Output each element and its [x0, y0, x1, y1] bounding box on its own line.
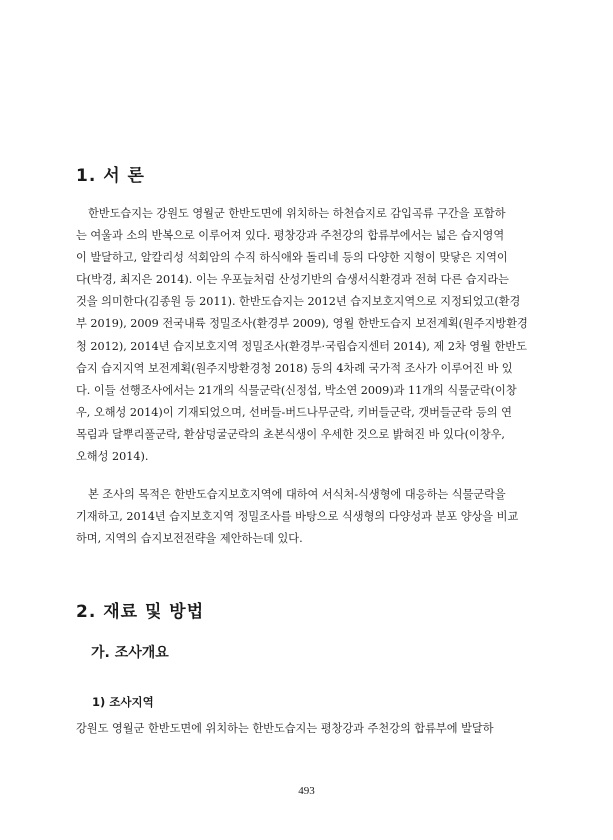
- page-number: 493: [298, 785, 315, 797]
- introduction-paragraph-1: [76, 203, 537, 468]
- text-line: 다. 이들 선행조사에서는 21개의 식물군락(신정섭, 박소연 2009)과 11개의 식물군락(이창: [76, 383, 517, 397]
- text-line: 강원도 영월군 한반도면에 위치하는 한반도습지는 평창강과 주천강의 합류부에 발달하: [76, 722, 494, 735]
- text-line: 기재하고, 2014년 습지보호지역 정밀조사를 바탕으로 식생형의 다양성과 분포 양상을 비교: [76, 510, 519, 524]
- text-line: 목림과 달뿌리풀군락, 환삼덩굴군락의 초본식생이 우세한 것으로 밝혀진 바 있다(이창우,: [76, 427, 505, 441]
- section-title-materials-methods: 2. 재료 및 방법: [76, 602, 205, 622]
- text-line: 청 2012), 2014년 습지보호지역 정밀조사(환경부·국립습지센터 2014), 제 2차 영월 한반도: [76, 339, 527, 353]
- text-line: 다(박경, 최지은 2014). 이는 우포늪처럼 산성기반의 습생서식환경과 전혀 다른 습지라는: [76, 273, 509, 287]
- subsubsection-title-study-area: 1) 조사지역: [92, 695, 154, 709]
- text-line: 이 발달하고, 알칼리성 석회암의 수직 하식애와 돌리네 등의 다양한 지형이 맞닿은 지역이: [76, 251, 508, 265]
- text-line: 우, 오해성 2014)이 기재되었으며, 선버들-버드나무군락, 키버들군락, 갯버들군락 등의 연: [76, 405, 512, 419]
- section-title-introduction: 1. 서 론: [76, 166, 145, 186]
- text-line: 부 2019), 2009 전국내륙 정밀조사(환경부 2009), 영월 한반도습지 보전계획(원주지방환경: [76, 317, 528, 331]
- text-line: 본 조사의 목적은 한반도습지보호지역에 대하여 서식처-식생형에 대응하는 식물군락을: [88, 488, 506, 501]
- text-line: 한반도습지는 강원도 영월군 한반도면에 위치하는 하천습지로 감입곡류 구간을 포함하: [88, 207, 506, 220]
- text-line: 는 여울과 소의 반복으로 이루어져 있다. 평창강과 주천강의 합류부에서는 넓은 습지영역: [76, 229, 505, 243]
- introduction-paragraph-2: [76, 484, 537, 550]
- text-line: 것을 의미한다(김종원 등 2011). 한반도습지는 2012년 습지보호지역으로 지정되었고(환경: [76, 295, 521, 309]
- text-line: 오해성 2014).: [76, 450, 149, 464]
- text-line: 하며, 지역의 습지보전전략을 제안하는데 있다.: [76, 532, 303, 546]
- study-area-paragraph: [76, 718, 537, 740]
- text-line: 습지 습지지역 보전계획(원주지방환경청 2018) 등의 4차례 국가적 조사가 이루어진 바 있: [76, 361, 513, 375]
- subsection-title-survey-overview: 가. 조사개요: [91, 645, 169, 661]
